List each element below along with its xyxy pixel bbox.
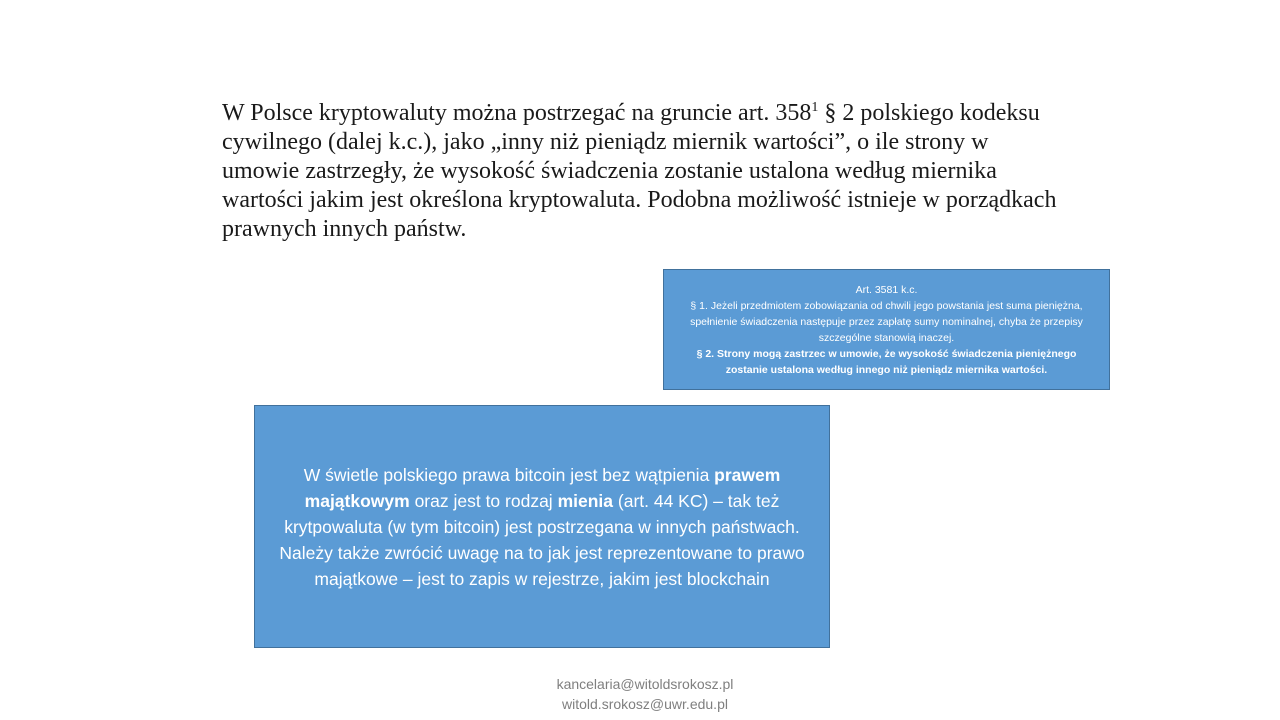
article-358-box: [663, 269, 1110, 390]
article-paragraph-1: § 1. Jeżeli przedmiotem zobowiązania od chwili jego powstania jest suma pieniężna, spełnienie świadczenia następuje przez zapłatę sumy nominalnej, chyba że przepisy szczególne stanowią inaczej.: [690, 299, 1083, 344]
bitcoin-paragraph-1: [273, 462, 811, 540]
bitcoin-text-2: oraz jest to rodzaj: [409, 490, 558, 511]
article-superscript: 1: [811, 100, 819, 115]
bitcoin-legal-box: [254, 405, 830, 648]
main-paragraph: [222, 99, 1062, 244]
footer-contact: [500, 674, 790, 714]
bitcoin-bold-2: mienia: [557, 490, 614, 511]
article-title: Art. 3581 k.c.: [855, 283, 918, 296]
footer-email-2[interactable]: witold.srokosz@uwr.edu.pl: [562, 696, 728, 712]
bitcoin-text-1: W świetle polskiego prawa bitcoin jest bez wątpienia: [303, 464, 715, 485]
main-paragraph-part1: W Polsce kryptowaluty można postrzegać na gruncie art. 358: [222, 100, 812, 126]
bitcoin-paragraph-2: Należy także zwrócić uwagę na to jak jest reprezentowane to prawo majątkowe – jest to zapis w rejestrze, jakim jest blockchain: [279, 542, 805, 589]
bitcoin-text-3: (art. 44 KC) – tak też krytpowaluta (w tym bitcoin) jest postrzegana w innych państwach.: [284, 490, 800, 537]
bitcoin-bold-1: prawem majątkowym: [304, 464, 781, 511]
main-paragraph-part2: § 2 polskiego kodeksu cywilnego (dalej k.c.), jako „inny niż pieniądz miernik wartości”, o ile strony w umowie zastrzegły, że wysokość świadczenia zostanie ustalona według miernika wartości jakim jest określona kryptowaluta. Podobna możliwość istnieje w porządkach prawnych innych państw.: [222, 100, 1057, 242]
footer-email-1[interactable]: kancelaria@witoldsrokosz.pl: [556, 676, 734, 692]
article-paragraph-2: § 2. Strony mogą zastrzec w umowie, że wysokość świadczenia pieniężnego zostanie ustalona według innego niż pieniądz miernika wartości.: [696, 347, 1077, 376]
